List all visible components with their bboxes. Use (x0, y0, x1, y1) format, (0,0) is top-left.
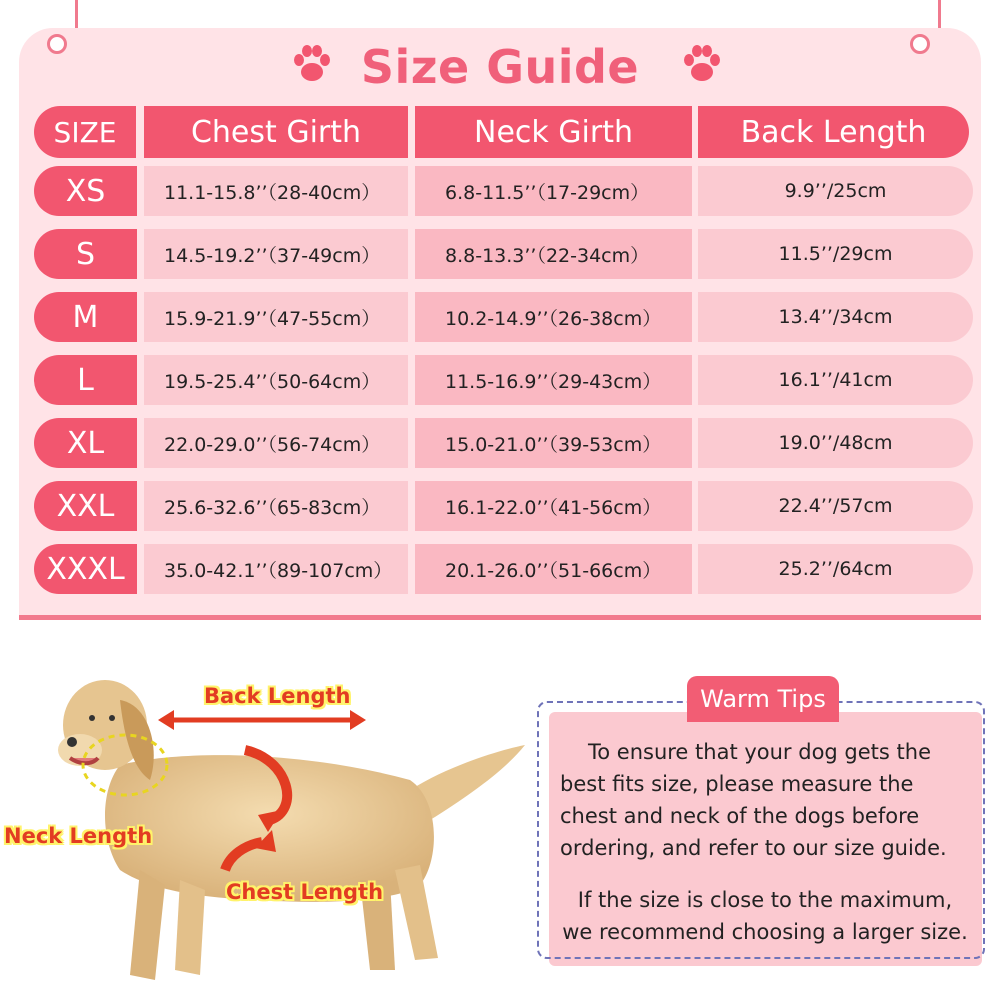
dog-leg-front-right (175, 880, 205, 975)
chest-cell: 11.1-15.8’’（28-40cm） (144, 166, 408, 216)
dog-eye-shape (109, 715, 115, 721)
size-cell: M (34, 292, 137, 342)
neck-cell: 11.5-16.9’’（29-43cm） (415, 355, 692, 405)
chest-length-label: Chest Length (226, 880, 384, 904)
neck-cell: 16.1-22.0’’（41-56cm） (415, 481, 692, 531)
neck-cell: 8.8-13.3’’（22-34cm） (415, 229, 692, 279)
chest-cell: 35.0-42.1’’（89-107cm） (144, 544, 408, 594)
warm-tips-title: Warm Tips (687, 676, 839, 722)
size-cell: L (34, 355, 137, 405)
table-row (34, 166, 974, 216)
dog-leg-front-left (130, 870, 165, 980)
back-cell: 13.4’’/34cm (698, 292, 973, 342)
chest-cell: 19.5-25.4’’（50-64cm） (144, 355, 408, 405)
back-cell: 19.0’’/48cm (698, 418, 973, 468)
back-cell: 11.5’’/29cm (698, 229, 973, 279)
dog-mouth-shape (70, 758, 98, 763)
table-row (34, 418, 974, 468)
neck-cell: 15.0-21.0’’（39-53cm） (415, 418, 692, 468)
header-neck-girth: Neck Girth (415, 106, 692, 158)
dog-eye-shape (89, 715, 95, 721)
table-row (34, 544, 974, 594)
size-cell: XL (34, 418, 137, 468)
table-row (34, 292, 974, 342)
neck-length-label: Neck Length (4, 824, 153, 848)
back-length-label: Back Length (204, 684, 351, 708)
table-row (34, 229, 974, 279)
dog-nose-shape (67, 737, 77, 747)
header-chest-girth: Chest Girth (144, 106, 408, 158)
chest-cell: 22.0-29.0’’（56-74cm） (144, 418, 408, 468)
neck-cell: 6.8-11.5’’（17-29cm） (415, 166, 692, 216)
page-title: Size Guide (360, 40, 640, 94)
back-length-arrow-head-left (158, 710, 174, 730)
warm-tips-paragraph-1: To ensure that your dog gets the best fits size, please measure the chest and neck of the dogs before ordering, and refer to our size guide. (560, 740, 947, 860)
dog-leg-back-right (395, 865, 438, 960)
back-cell: 25.2’’/64cm (698, 544, 973, 594)
chest-cell: 15.9-21.9’’（47-55cm） (144, 292, 408, 342)
table-row (34, 481, 974, 531)
table-row (34, 355, 974, 405)
back-length-arrow-head-right (350, 710, 366, 730)
header-size: SIZE (34, 106, 136, 158)
warm-tips-paragraph-2: If the size is close to the maximum, we recommend choosing a larger size. (562, 888, 968, 944)
size-cell: XXXL (34, 544, 137, 594)
header-back-length: Back Length (698, 106, 969, 158)
back-cell: 16.1’’/41cm (698, 355, 973, 405)
back-cell: 22.4’’/57cm (698, 481, 973, 531)
neck-cell: 10.2-14.9’’（26-38cm） (415, 292, 692, 342)
back-cell: 9.9’’/25cm (698, 166, 973, 216)
size-cell: S (34, 229, 137, 279)
chest-cell: 14.5-19.2’’（37-49cm） (144, 229, 408, 279)
neck-cell: 20.1-26.0’’（51-66cm） (415, 544, 692, 594)
size-cell: XS (34, 166, 137, 216)
size-cell: XXL (34, 481, 137, 531)
chest-cell: 25.6-32.6’’（65-83cm） (144, 481, 408, 531)
warm-tips-text (560, 736, 970, 948)
